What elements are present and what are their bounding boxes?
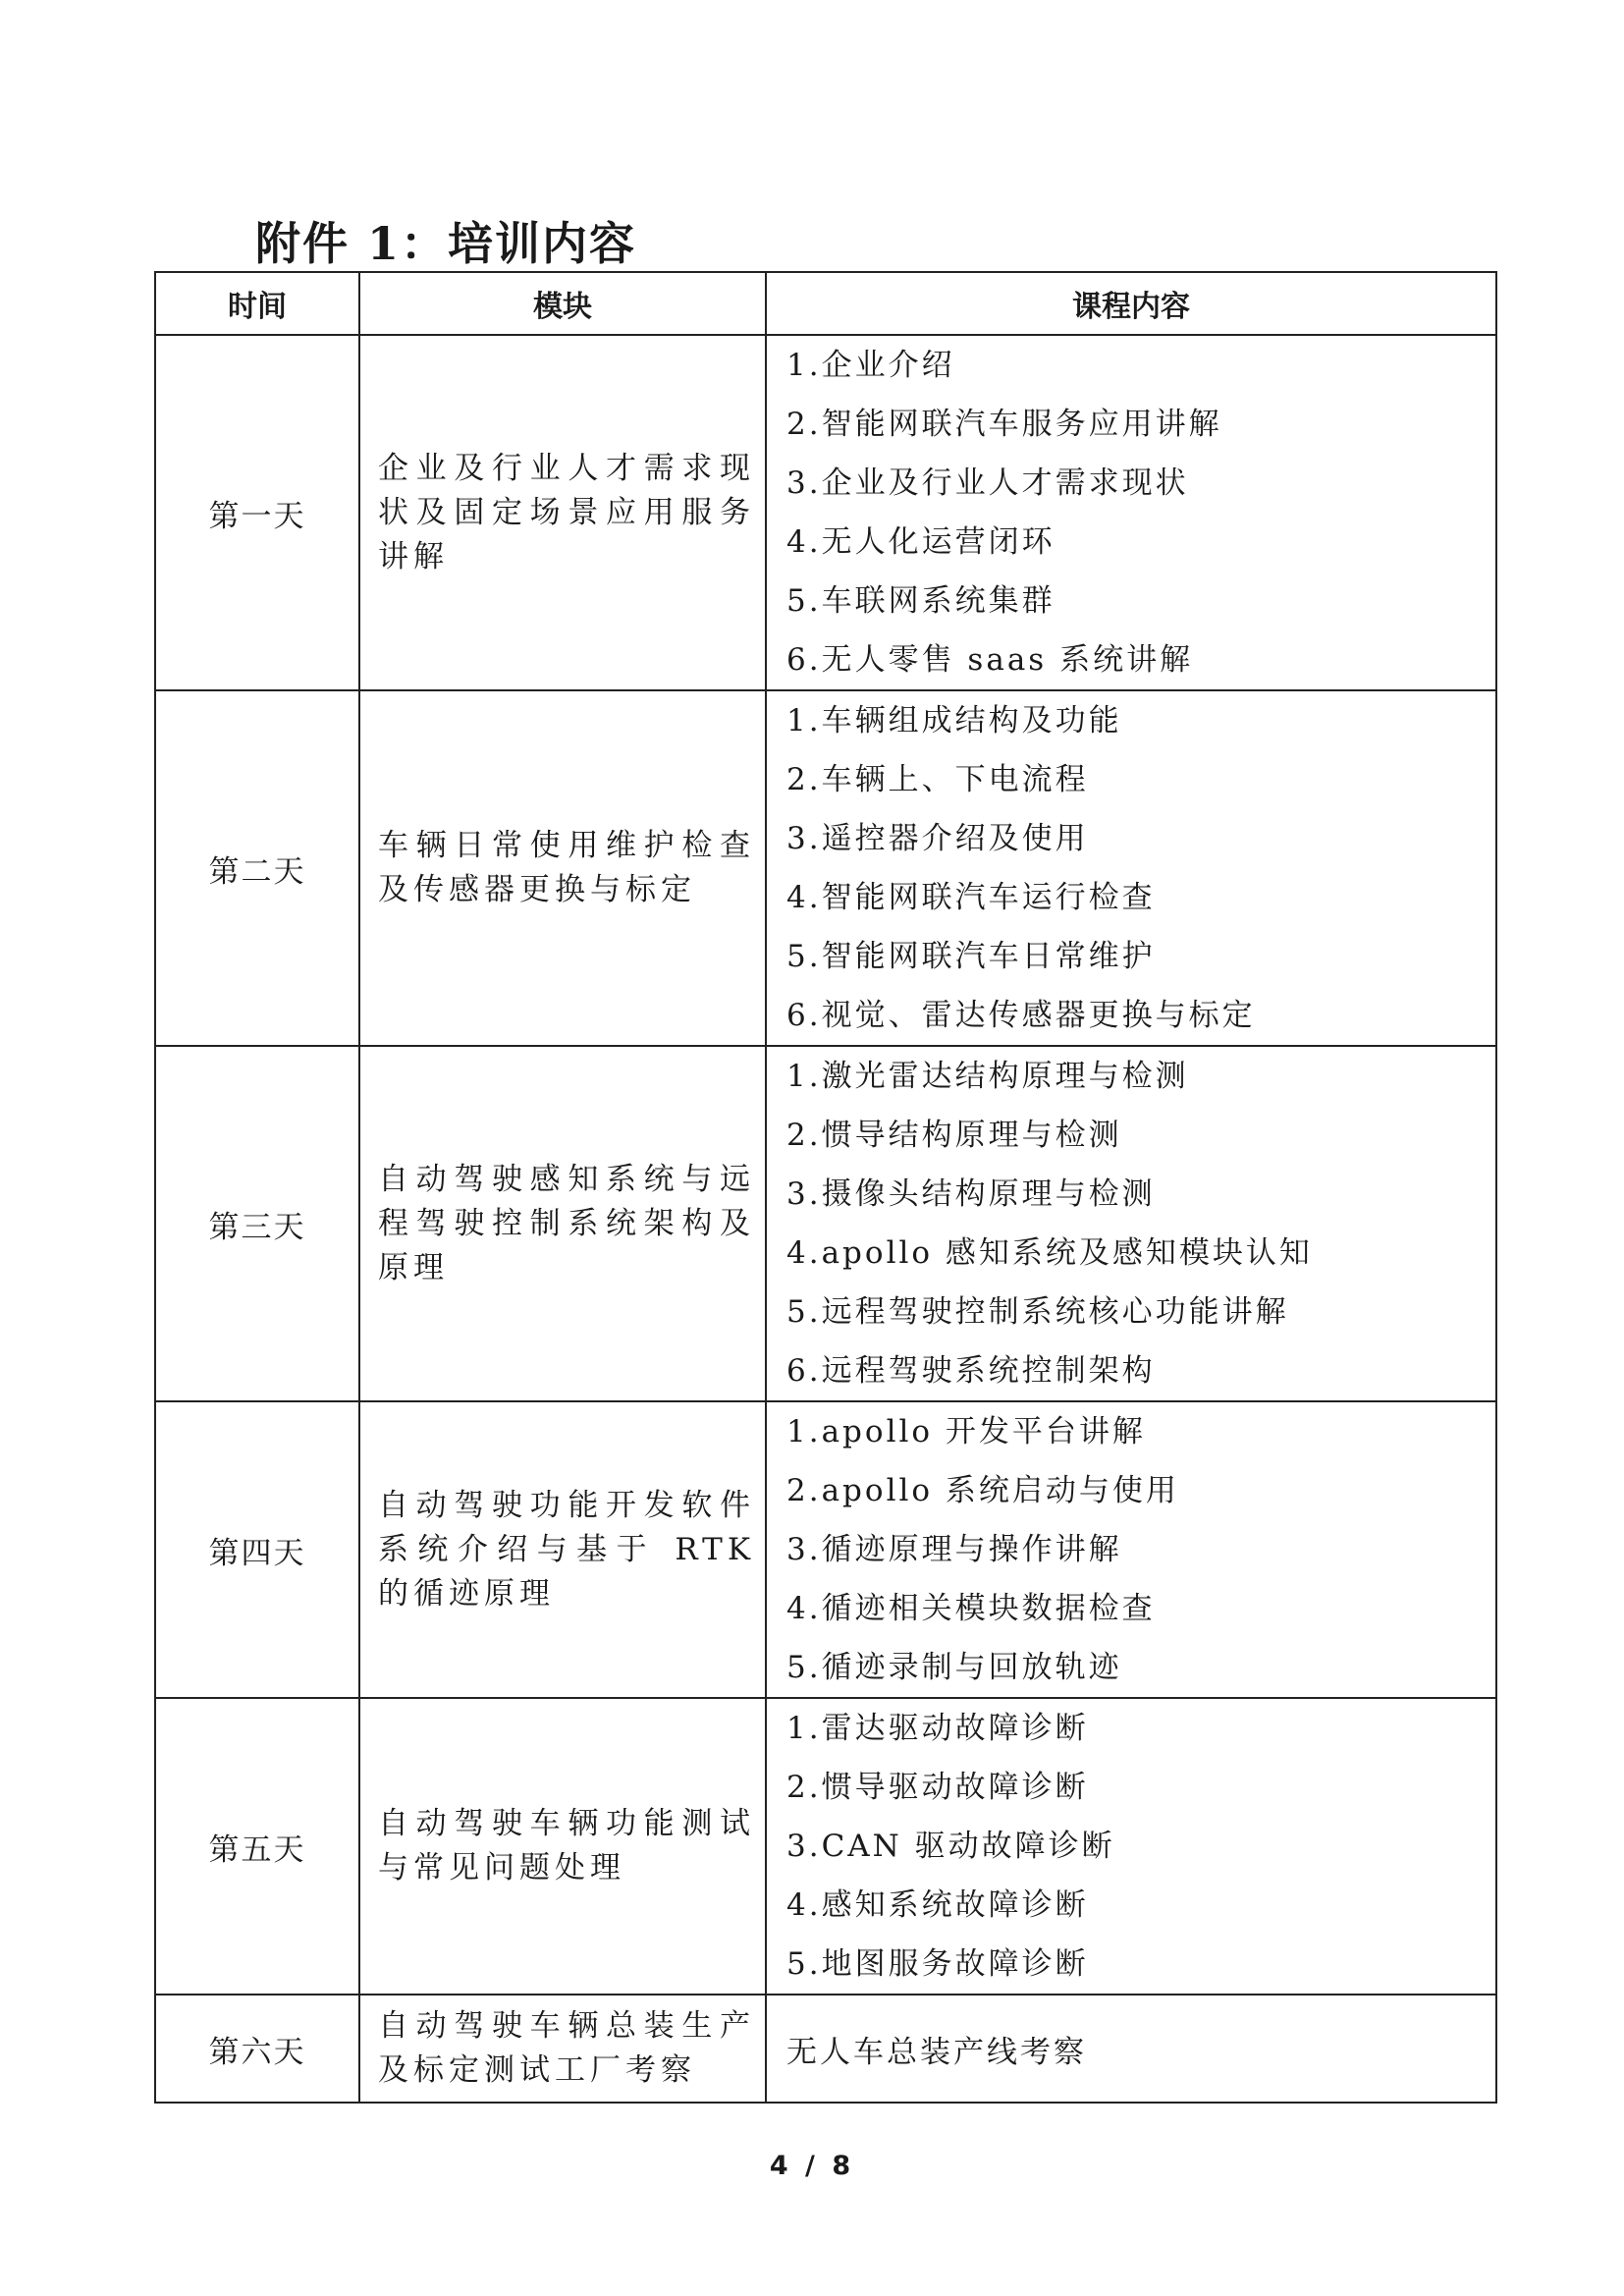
content-cell	[766, 1698, 1496, 1995]
course-item: 5.循迹录制与回放轨迹	[786, 1650, 1122, 1685]
page-title: 附件 1：培训内容	[255, 217, 637, 270]
table-row	[155, 335, 1496, 690]
content-cell	[766, 1401, 1496, 1698]
module-cell: 自动驾驶功能开发软件系统介绍与基于 RTK 的循迹原理	[359, 1401, 766, 1698]
content-cell	[766, 335, 1496, 690]
course-item: 1.企业介绍	[786, 348, 955, 383]
course-item: 2.apollo 系统启动与使用	[786, 1473, 1179, 1508]
course-list	[786, 336, 1486, 689]
table-row	[155, 690, 1496, 1046]
course-item: 5.地图服务故障诊断	[786, 1946, 1089, 1982]
course-item: 6.远程驾驶系统控制架构	[786, 1353, 1156, 1389]
course-item: 1.车辆组成结构及功能	[786, 703, 1122, 738]
day-cell: 第二天	[155, 690, 359, 1046]
module-cell: 自动驾驶感知系统与远程驾驶控制系统架构及原理	[359, 1046, 766, 1401]
course-item: 5.车联网系统集群	[786, 583, 1056, 619]
course-list	[786, 1047, 1486, 1400]
module-cell: 车辆日常使用维护检查及传感器更换与标定	[359, 690, 766, 1046]
module-cell: 企业及行业人才需求现状及固定场景应用服务讲解	[359, 335, 766, 690]
course-list	[786, 1402, 1486, 1697]
course-item: 3.摄像头结构原理与检测	[786, 1176, 1156, 1212]
course-item: 2.智能网联汽车服务应用讲解	[786, 407, 1222, 442]
course-item: 2.惯导结构原理与检测	[786, 1118, 1122, 1153]
course-list	[786, 1699, 1486, 1994]
course-item: 3.遥控器介绍及使用	[786, 821, 1089, 856]
course-item: 2.惯导驱动故障诊断	[786, 1770, 1089, 1805]
course-item: 4.感知系统故障诊断	[786, 1887, 1089, 1923]
course-item: 3.循迹原理与操作讲解	[786, 1532, 1122, 1567]
table-row	[155, 1046, 1496, 1401]
course-item: 4.智能网联汽车运行检查	[786, 880, 1156, 915]
day-cell: 第一天	[155, 335, 359, 690]
course-item: 6.无人零售 saas 系统讲解	[786, 642, 1194, 678]
course-item: 4.循迹相关模块数据检查	[786, 1591, 1156, 1626]
day-cell: 第三天	[155, 1046, 359, 1401]
course-item: 5.远程驾驶控制系统核心功能讲解	[786, 1294, 1289, 1330]
course-item: 6.视觉、雷达传感器更换与标定	[786, 998, 1256, 1033]
course-item: 5.智能网联汽车日常维护	[786, 939, 1156, 974]
day-cell: 第五天	[155, 1698, 359, 1995]
day-cell: 第六天	[155, 1995, 359, 2103]
table-header-row	[155, 272, 1496, 335]
module-cell: 自动驾驶车辆总装生产及标定测试工厂考察	[359, 1995, 766, 2103]
content-cell	[766, 1046, 1496, 1401]
page-number: 4 / 8	[769, 2151, 855, 2181]
course-item: 3.企业及行业人才需求现状	[786, 465, 1189, 501]
module-cell: 自动驾驶车辆功能测试与常见问题处理	[359, 1698, 766, 1995]
content-cell	[766, 690, 1496, 1046]
content-cell	[766, 1995, 1496, 2103]
course-item: 3.CAN 驱动故障诊断	[786, 1829, 1115, 1864]
course-list	[786, 691, 1486, 1045]
table-row	[155, 1995, 1496, 2103]
course-item: 1.apollo 开发平台讲解	[786, 1414, 1146, 1449]
course-item: 无人车总装产线考察	[786, 2034, 1087, 2070]
course-item: 4.apollo 感知系统及感知模块认知	[786, 1235, 1313, 1271]
course-item: 2.车辆上、下电流程	[786, 762, 1089, 797]
day-cell: 第四天	[155, 1401, 359, 1698]
course-item: 1.激光雷达结构原理与检测	[786, 1059, 1189, 1094]
header-module: 模块	[359, 272, 766, 335]
header-time: 时间	[155, 272, 359, 335]
table-row	[155, 1401, 1496, 1698]
course-item: 1.雷达驱动故障诊断	[786, 1711, 1089, 1746]
table-row	[155, 1698, 1496, 1995]
training-table	[154, 271, 1497, 2104]
header-content: 课程内容	[766, 272, 1496, 335]
course-item: 4.无人化运营闭环	[786, 524, 1056, 560]
